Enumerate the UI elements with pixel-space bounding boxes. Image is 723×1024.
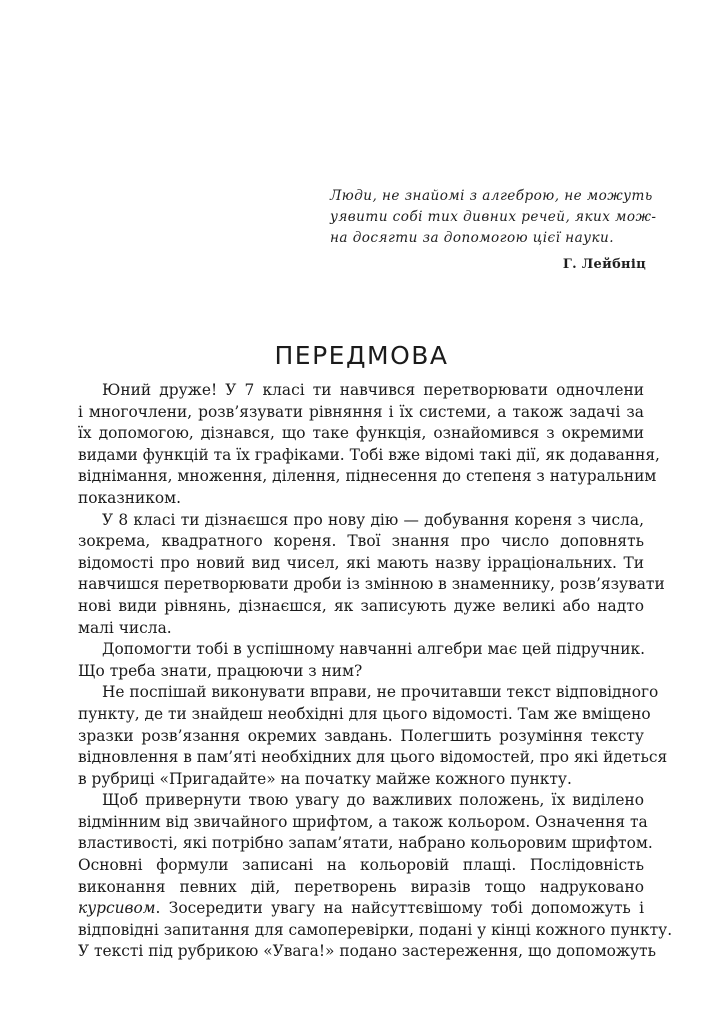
- paragraph-line: Основні формули записані на кольоровій плащі. Послідовність: [78, 856, 644, 875]
- paragraph-line: Юний друже! У 7 класі ти навчився перетворювати одночлени: [102, 381, 644, 399]
- paragraph-line: відомості про новий вид чисел, які мають назву ірраціональних. Ти: [78, 553, 644, 572]
- paragraph-line: [78, 898, 644, 920]
- paragraph-line: Що треба знати, працюючи з ним?: [78, 661, 363, 680]
- paragraph-line: Допомогти тобі в успішному навчанні алгебри має цей підручник.: [102, 640, 646, 659]
- paragraph-line: У 8 класі ти дізнаєшся про нову дію — добування кореня з числа,: [102, 510, 644, 529]
- paragraph-line: нові види рівнянь, дізнаєшся, як записують дуже великі або надто: [78, 596, 644, 615]
- paragraph-line: навчишся перетворювати дроби із змінною в знаменнику, розв’язувати: [78, 575, 665, 594]
- paragraph-line: відновлення в пам’яті необхідних для цього відомостей, про які йдеться: [78, 748, 668, 767]
- epigraph-author: Г. Лейбніц: [562, 257, 646, 272]
- epigraph-line: уявити собі тих дивних речей, яких мож-: [330, 209, 657, 225]
- paragraph-line: і многочлени, розв’язувати рівняння і їх системи, а також задачі за: [78, 402, 644, 421]
- paragraph-line: виконання певних дій, перетворень виразів тощо надруковано: [78, 877, 644, 896]
- paragraph-line: властивості, які потрібно запам’ятати, набрано кольоровим шрифтом.: [78, 834, 653, 853]
- paragraph-fragment: . Зосередити увагу на найсуттєвішому тобі допоможуть і: [155, 899, 644, 918]
- epigraph-line: Люди, не знайомі з алгеброю, не можуть: [330, 188, 653, 204]
- epigraph: [330, 186, 657, 275]
- paragraph-line: малі числа.: [78, 618, 172, 637]
- paragraph-line: Не поспішай виконувати вправи, не прочитавши текст відповідного: [102, 683, 659, 702]
- paragraph-line: Щоб привернути твою увагу до важливих положень, їх виділено: [102, 791, 644, 810]
- paragraph-line: показником.: [78, 488, 181, 507]
- paragraph-line: У тексті під рубрикою «Увага!» подано застереження, що допоможуть: [78, 942, 657, 961]
- paragraph-line: видами функцій та їх графіками. Тобі вже відомі такі дії, як додавання,: [78, 445, 660, 464]
- paragraph-line: віднімання, множення, ділення, піднесення до степеня з натуральним: [78, 467, 657, 486]
- paragraph-line: відповідні запитання для самоперевірки, подані у кінці кожного пункту.: [78, 920, 673, 939]
- paragraph-line: в рубриці «Пригадайте» на початку майже кожного пункту.: [78, 769, 572, 788]
- paragraph-line: відмінним від звичайного шрифтом, а також кольором. Означення та: [78, 812, 648, 831]
- paragraph-line: їх допомогою, дізнався, що таке функція, ознайомився з окремими: [78, 424, 644, 443]
- paragraph-line: зокрема, квадратного кореня. Твої знання про число доповнять: [78, 532, 644, 551]
- epigraph-line: на досягти за допомогою цієї науки.: [330, 230, 615, 246]
- page-title: ПЕРЕДМОВА: [274, 341, 449, 370]
- paragraph-line: пункту, де ти знайдеш необхідні для цього відомості. Там же вміщено: [78, 704, 651, 723]
- italic-emphasis: курсивом: [78, 899, 156, 918]
- paragraph-line: зразки розв’язання окремих завдань. Полегшить розуміння тексту: [78, 726, 644, 745]
- body-text: [78, 380, 673, 963]
